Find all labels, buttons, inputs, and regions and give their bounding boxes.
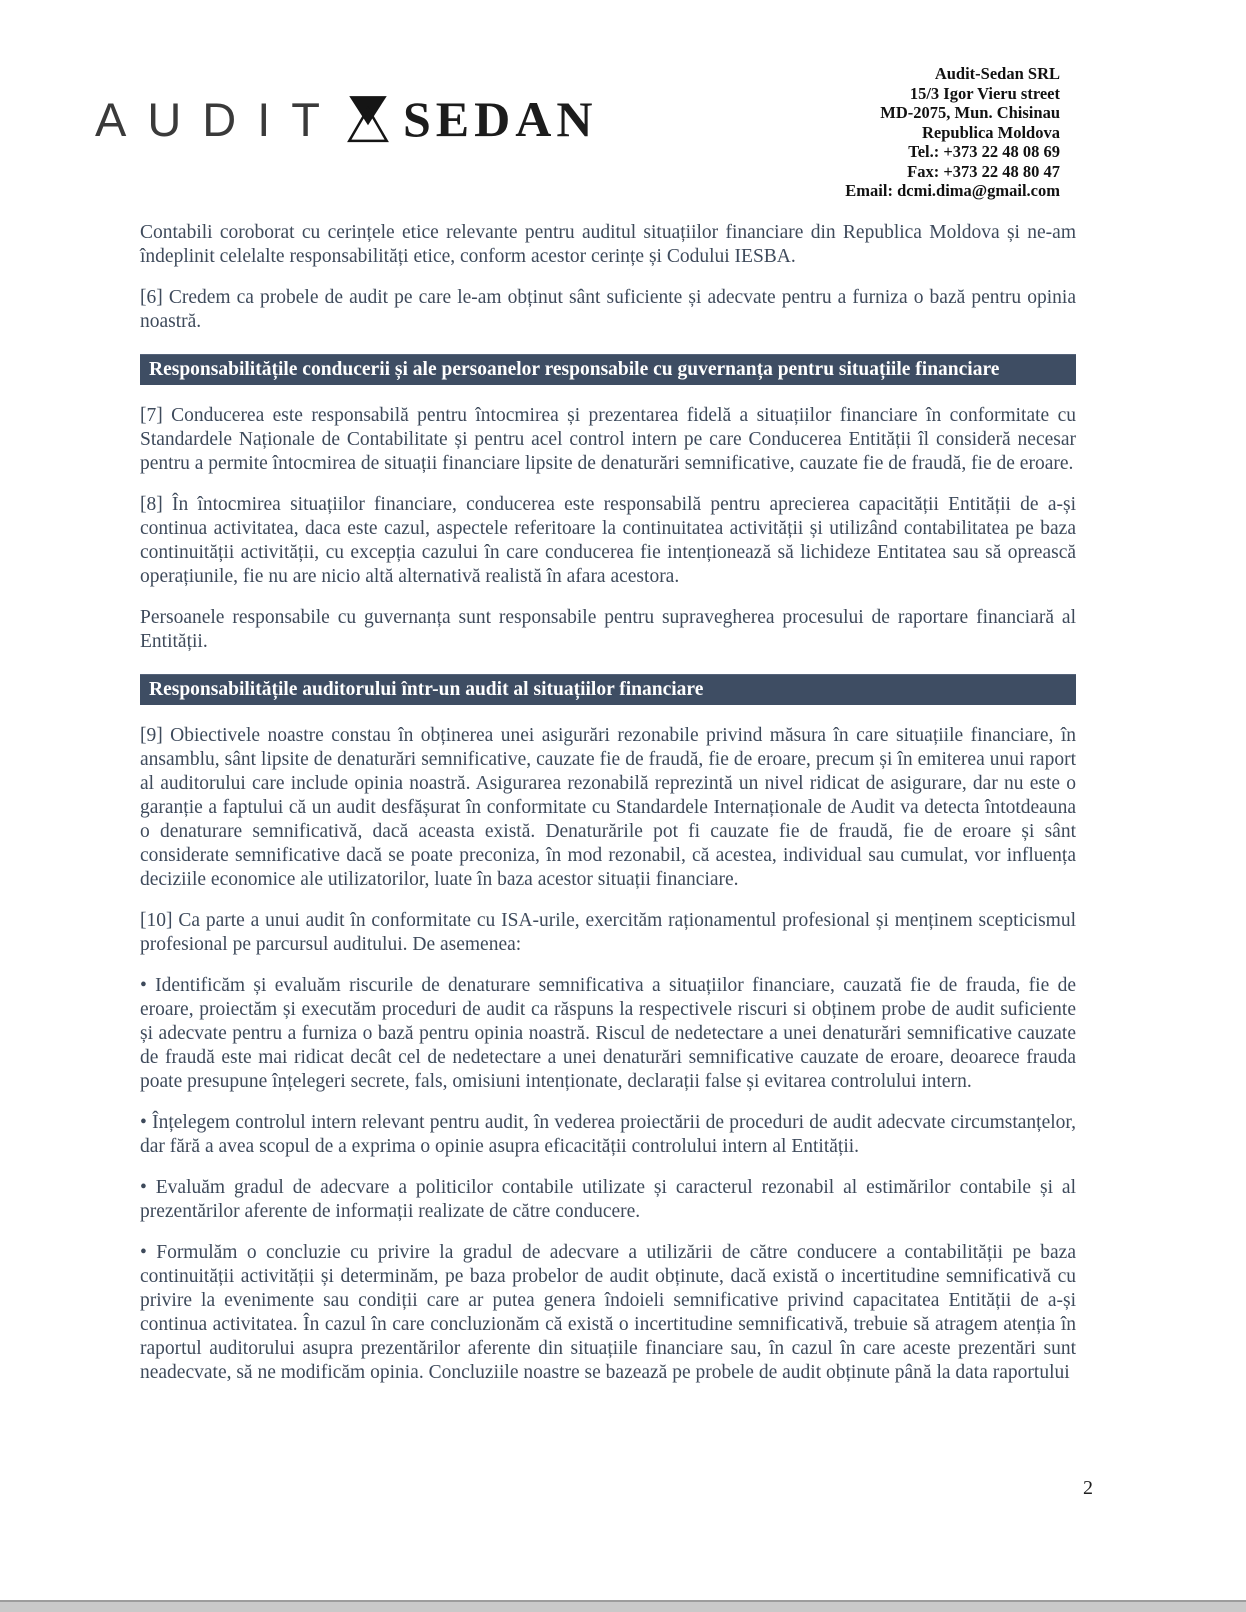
body-paragraph: [6] Credem ca probele de audit pe care le-am obținut sânt suficiente și adecvate pentru a furniza o bază pentru opinia noastră. [140, 287, 1076, 332]
body-paragraph: Persoanele responsabile cu guvernanța sunt responsabile pentru supravegherea procesului de raportare financiară al Entității. [140, 607, 1076, 652]
contact-city: MD-2075, Mun. Chisinau [880, 103, 1060, 122]
document-body [140, 221, 1076, 1402]
contact-country: Republica Moldova [922, 122, 1060, 142]
bullet-paragraph: • Identificăm și evaluăm riscurile de denaturare semnificativa a situațiilor financiare, cauzată fie de frauda, fie de eroare, proiectăm și executăm proceduri de audit ca răspuns la respectivele riscuri si obținem probe de audit suficiente și adecvate pentru a furniza o bază pentru opinia noastră. Riscul de nedetectare a unei denaturări semnificative cauzate de fraudă este mai ridicat decât cel de nedetectare a unei denaturări semnificative cauzate de eroare, deoarece frauda poate presupune înțelegeri secrete, fals, omisiuni intenționate, declarații false și evitarea controlului intern. [140, 975, 1076, 1092]
bullet-paragraph: • Evaluăm gradul de adecvare a politicilor contabile utilizate și caracterul rezonabil al estimărilor contabile și al prezentărilor aferente de informații realizate de către conducere. [140, 1177, 1076, 1222]
body-paragraph: [8] În întocmirea situațiilor financiare, conducerea este responsabilă pentru aprecierea capacității Entității de a-și continua activitatea, daca este cazul, aspectele referitoare la continuitatea activității și utilizând contabilitatea pe baza continuității activității, cu excepția cazului în care conducerea fie intenționează să lichideze Entitatea sau să oprească operațiunile, fie nu are nicio altă alternativă realistă în afara acestora. [140, 494, 1076, 587]
page-number: 2 [1083, 1477, 1093, 1499]
hourglass-triangles-icon [343, 93, 393, 145]
contact-street: 15/3 Igor Vieru street [909, 83, 1060, 103]
bullet-paragraph: • Formulăm o concluzie cu privire la gradul de adecvare a utilizării de către conducere a contabilității pe baza continuității activității și determinăm, pe baza probelor de audit obținute, dacă există o incertitudine semnificativă cu privire la evenimente sau condiții care ar putea genera îndoieli semnificative privind capacitatea Entității de a-și continua activitatea. În cazul în care concluzionăm că există o incertitudine semnificativă, trebuie să atragem atenția în raportul auditorului asupra prezentărilor aferente din situațiile financiare sau, în cazul în care aceste prezentări sunt neadecvate, să ne modificăm opinia. Concluziile noastre se bazează pe probele de audit obținute până la data raportului [140, 1242, 1076, 1383]
body-paragraph: [7] Conducerea este responsabilă pentru întocmirea și prezentarea fidelă a situațiilor financiare în conformitate cu Standardele Naționale de Contabilitate și pentru acel control intern pe care Conducerea Entității îl consideră necesar pentru a permite întocmirea de situații financiare lipsite de denaturări semnificative, cauzate fie de fraudă, fie de eroare. [140, 405, 1076, 474]
body-paragraph: [9] Obiectivele noastre constau în obținerea unei asigurări rezonabile privind măsura în care situațiile financiare, în ansamblu, sânt lipsite de denaturări semnificative, cauzate fie de fraudă, fie de eroare, precum și în emiterea unui raport al auditorului care include opinia noastră. Asigurarea rezonabilă reprezintă un nivel ridicat de asigurare, dar nu este o garanție a faptului că un audit desfășurat în conformitate cu Standardele Internaționale de Audit va detecta întotdeauna o denaturare semnificativă, dacă aceasta există. Denaturările pot fi cauzate fie de fraudă, fie de eroare și sânt considerate semnificative dacă se poate preconiza, în mod rezonabil, că acestea, individual sau cumulat, vor influența deciziile economice ale utilizatorilor, luate în baza acestor situații financiare. [140, 725, 1076, 890]
contact-fax: Fax: +373 22 48 80 47 [907, 161, 1060, 181]
bullet-paragraph: • Înțelegem controlul intern relevant pentru audit, în vederea proiectării de proceduri de audit adecvate circumstanțelor, dar fără a avea scopul de a exprima o opinie asupra eficacității controlului intern al Entității. [140, 1112, 1076, 1157]
logo-sedan-text: SEDAN [403, 91, 598, 147]
body-paragraph: Contabili coroborat cu cerințele etice relevante pentru auditul situațiilor financiare din Republica Moldova și ne-am îndeplinit celelalte responsabilități etice, conform acestor cerințe și Codului IESBA. [140, 222, 1076, 267]
section-header-bar-auditor-responsibilities: Responsabilitățile auditorului într-un audit al situațiilor financiare [140, 674, 1076, 705]
contact-phone: Tel.: +373 22 48 08 69 [908, 142, 1060, 161]
audit-sedan-logo [95, 86, 597, 152]
company-contact-block [845, 64, 1060, 201]
contact-company-name: Audit-Sedan SRL [934, 64, 1060, 83]
contact-email: Email: dcmi.dima@gmail.com [845, 181, 1060, 200]
page-bottom-divider [0, 1600, 1246, 1612]
logo-audit-text: AUDIT [95, 92, 341, 146]
body-paragraph: [10] Ca parte a unui audit în conformitate cu ISA-urile, exercităm raționamentul profesional și menținem scepticismul profesional pe parcursul auditului. De asemenea: [140, 910, 1076, 955]
section-header-bar-management-responsibilities: Responsabilitățile conducerii și ale persoanelor responsabile cu guvernanța pentru situațiile financiare [140, 354, 1076, 385]
